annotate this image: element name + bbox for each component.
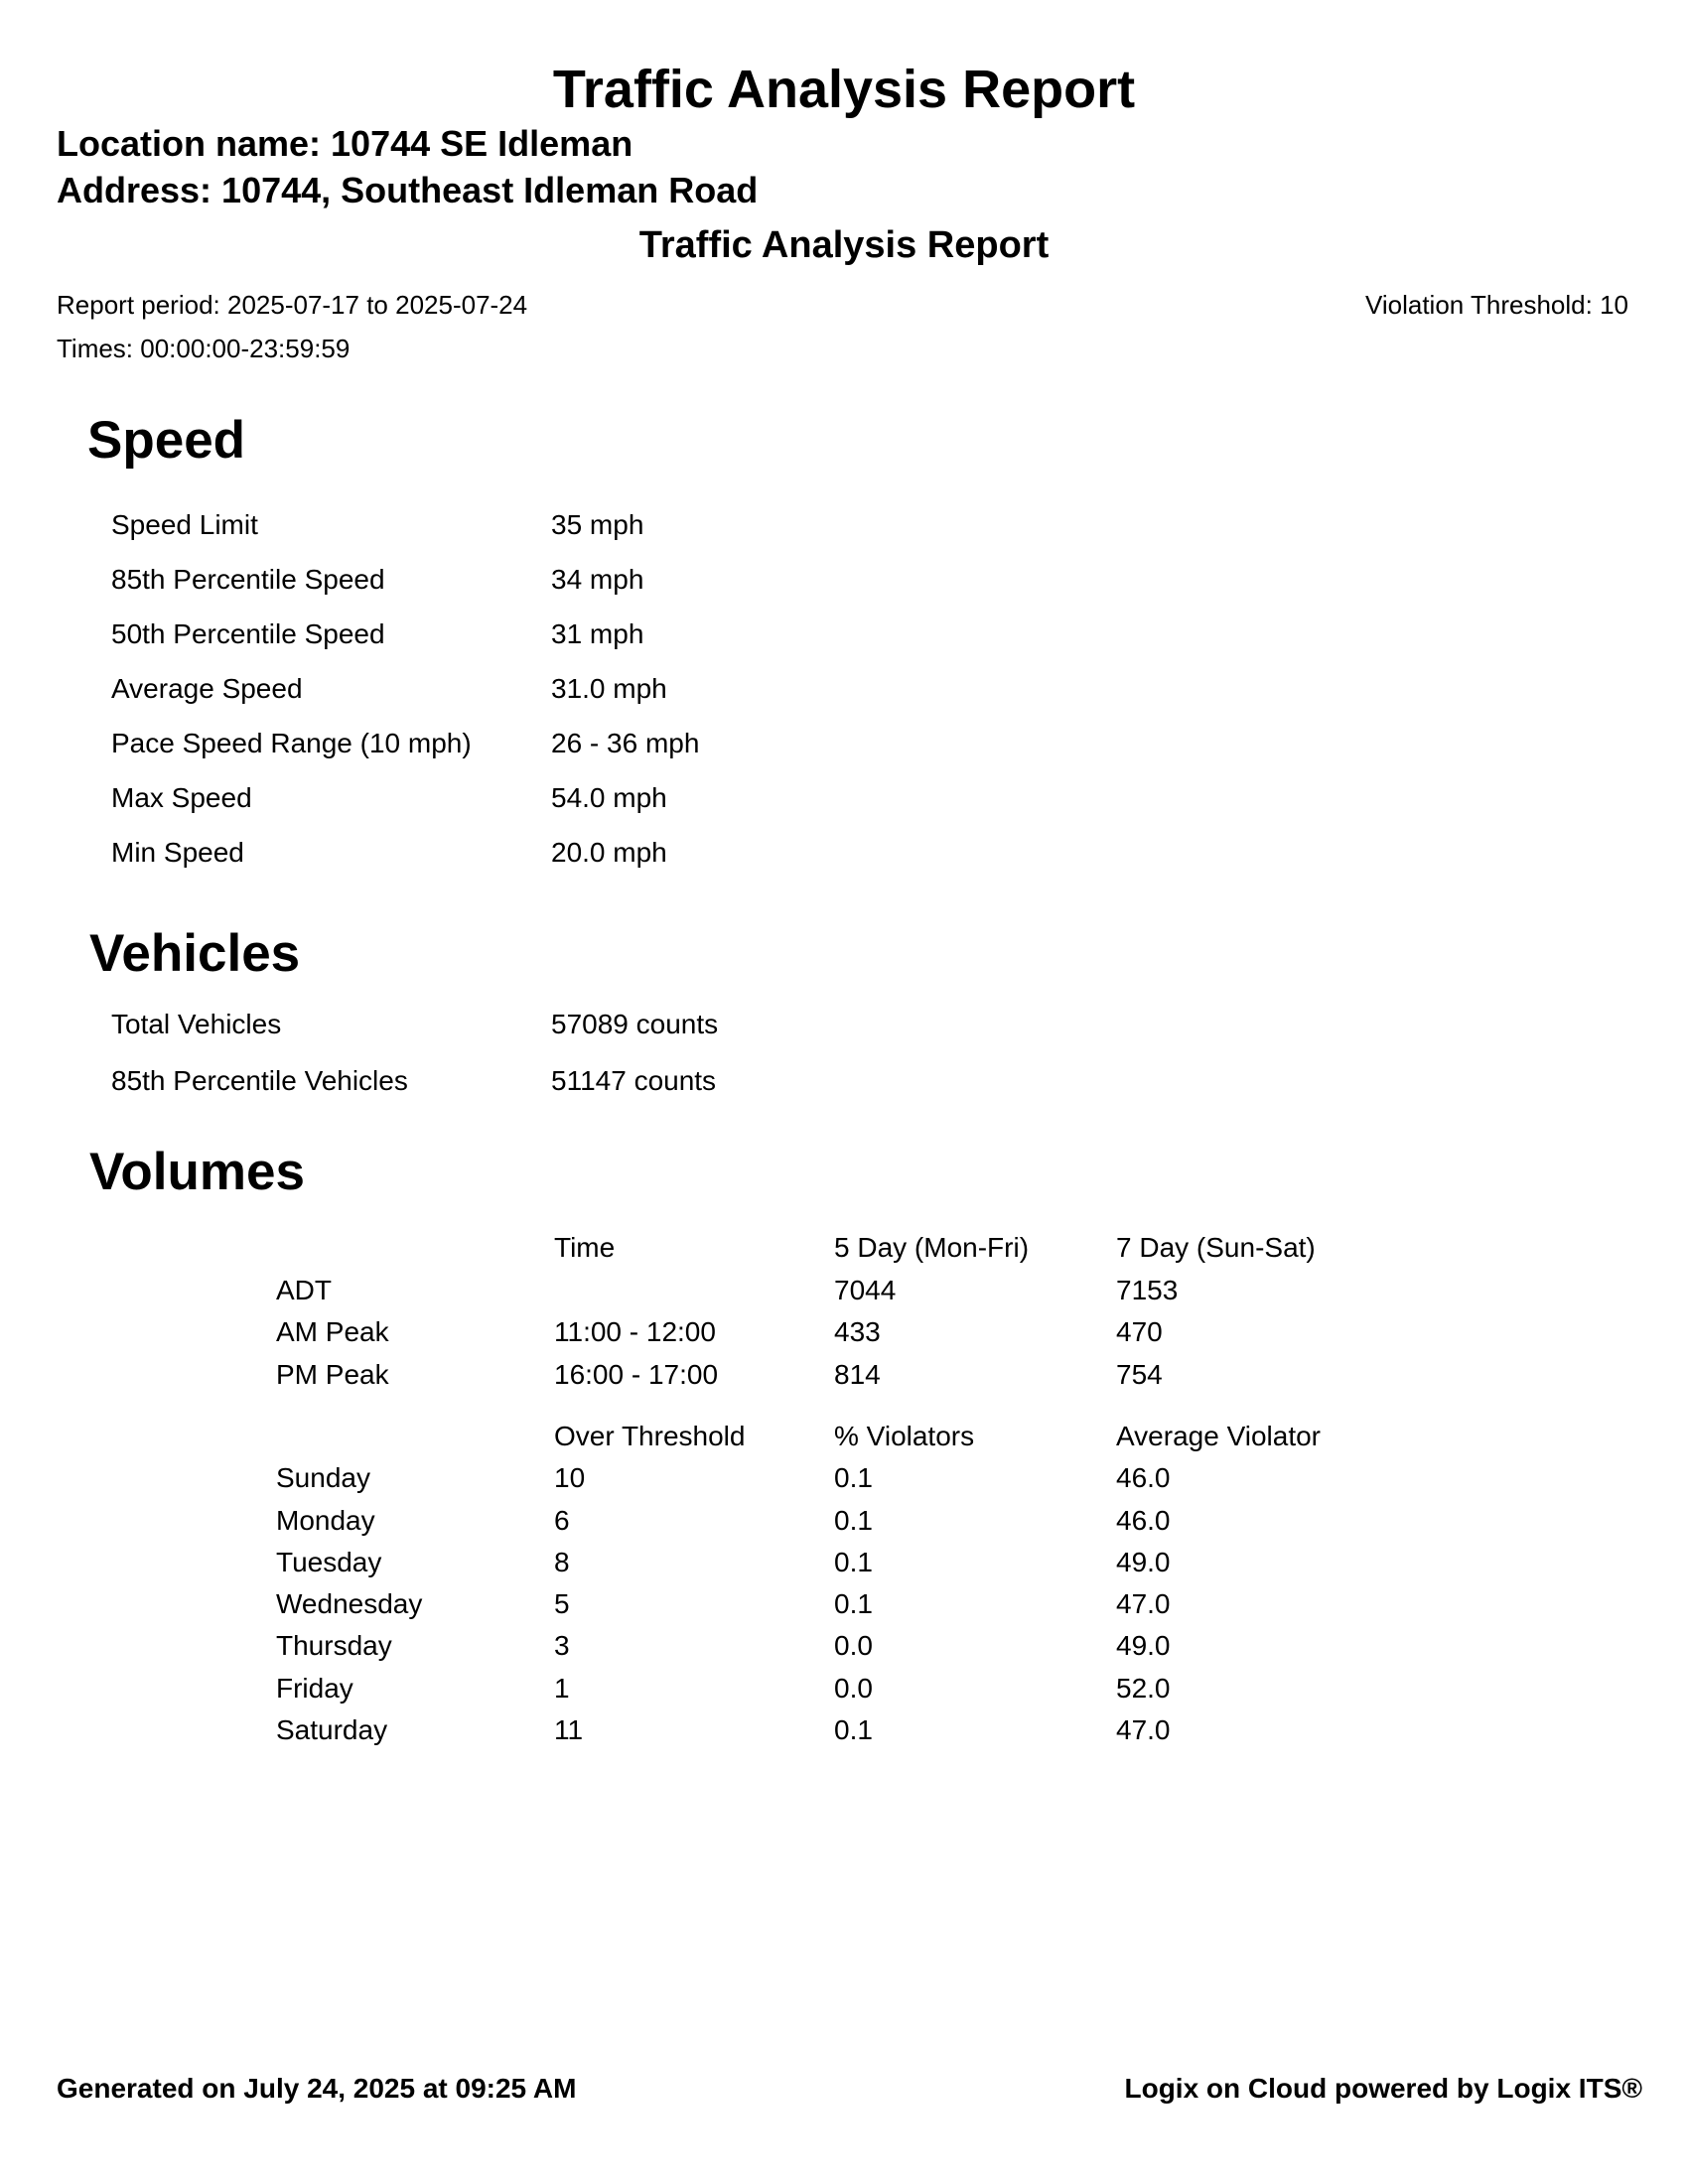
stat-label: 85th Percentile Speed: [111, 564, 385, 595]
branding-text: Logix on Cloud powered by Logix ITS®: [1124, 2073, 1642, 2104]
stat-value: 20.0 mph: [551, 837, 667, 868]
cell-avg-violator: 46.0: [1116, 1462, 1171, 1494]
stat-label: 50th Percentile Speed: [111, 618, 385, 649]
speed-section-heading: Speed: [87, 411, 246, 470]
stat-value: 34 mph: [551, 564, 644, 595]
table-header-row: [0, 1423, 1688, 1464]
column-header-percent-violators: % Violators: [834, 1421, 975, 1451]
cell-avg-violator: 47.0: [1116, 1714, 1171, 1746]
vehicles-stats-list: [0, 1011, 1688, 1124]
report-title: Traffic Analysis Report: [552, 60, 1136, 119]
cell-pct-violators: 0.1: [834, 1546, 873, 1577]
violator-table: [0, 1423, 1688, 1758]
cell-over-threshold: 1: [554, 1672, 570, 1704]
vehicles-section-heading: Vehicles: [89, 924, 301, 983]
table-row: [0, 1672, 1688, 1716]
row-label: Friday: [276, 1672, 353, 1704]
volumes-section-heading: Volumes: [89, 1143, 305, 1201]
cell-pct-violators: 0.1: [834, 1462, 873, 1494]
cell-pct-violators: 0.0: [834, 1630, 873, 1662]
violation-threshold: Violation Threshold: 10: [1364, 290, 1628, 320]
row-label: Sunday: [276, 1462, 370, 1494]
cell-5day: 7044: [834, 1274, 897, 1305]
speed-stat-row: [0, 675, 1688, 730]
cell-7day: 7153: [1116, 1274, 1179, 1305]
cell-pct-violators: 0.1: [834, 1588, 873, 1620]
cell-pct-violators: 0.1: [834, 1714, 873, 1746]
column-header-over-threshold: Over Threshold: [554, 1421, 746, 1451]
stat-value: 31.0 mph: [551, 673, 667, 704]
cell-avg-violator: 49.0: [1116, 1546, 1171, 1577]
table-row: [0, 1464, 1688, 1506]
generated-timestamp: Generated on July 24, 2025 at 09:25 AM: [57, 2073, 577, 2104]
table-header-row: [0, 1234, 1688, 1277]
stat-label: Min Speed: [111, 837, 244, 868]
row-label: AM Peak: [276, 1316, 389, 1347]
stat-label: Total Vehicles: [111, 1009, 282, 1039]
cell-over-threshold: 3: [554, 1630, 570, 1662]
table-row: [0, 1274, 1688, 1319]
stat-value: 26 - 36 mph: [551, 728, 700, 758]
speed-stat-row: [0, 511, 1688, 566]
table-row: [0, 1504, 1688, 1549]
stat-value: 57089 counts: [551, 1009, 719, 1039]
table-row: [0, 1716, 1688, 1758]
cell-avg-violator: 47.0: [1116, 1588, 1171, 1620]
cell-over-threshold: 8: [554, 1546, 570, 1577]
peak-volume-table: [0, 1234, 1688, 1403]
report-subtitle: Traffic Analysis Report: [638, 224, 1050, 266]
speed-stat-row: [0, 730, 1688, 784]
cell-avg-violator: 46.0: [1116, 1504, 1171, 1536]
cell-time: 16:00 - 17:00: [554, 1358, 719, 1390]
stat-label: Max Speed: [111, 782, 252, 813]
report-period: Report period: 2025-07-17 to 2025-07-24: [57, 290, 528, 320]
column-header-7day: 7 Day (Sun-Sat): [1116, 1232, 1316, 1263]
stat-label: Average Speed: [111, 673, 303, 704]
speed-stat-row: [0, 839, 1688, 893]
cell-avg-violator: 49.0: [1116, 1630, 1171, 1662]
stat-value: 51147 counts: [551, 1065, 717, 1096]
column-header-average-violator: Average Violator: [1116, 1421, 1321, 1451]
stat-value: 35 mph: [551, 509, 644, 540]
stat-value: 31 mph: [551, 618, 644, 649]
stat-value: 54.0 mph: [551, 782, 667, 813]
stat-label: Pace Speed Range (10 mph): [111, 728, 472, 758]
table-row: [0, 1358, 1688, 1404]
row-label: ADT: [276, 1274, 332, 1305]
row-label: Wednesday: [276, 1588, 423, 1620]
cell-over-threshold: 5: [554, 1588, 570, 1620]
location-name: Location name: 10744 SE Idleman: [57, 123, 633, 164]
cell-pct-violators: 0.0: [834, 1672, 873, 1704]
cell-5day: 814: [834, 1358, 881, 1390]
cell-over-threshold: 11: [554, 1714, 584, 1746]
row-label: Thursday: [276, 1630, 392, 1662]
column-header-5day: 5 Day (Mon-Fri): [834, 1232, 1030, 1263]
cell-7day: 470: [1116, 1316, 1163, 1347]
stat-label: Speed Limit: [111, 509, 258, 540]
vehicles-stat-row: [0, 1067, 1688, 1124]
speed-stat-row: [0, 566, 1688, 620]
vehicles-stat-row: [0, 1011, 1688, 1067]
cell-avg-violator: 52.0: [1116, 1672, 1171, 1704]
cell-7day: 754: [1116, 1358, 1163, 1390]
address: Address: 10744, Southeast Idleman Road: [57, 170, 759, 210]
cell-time: 11:00 - 12:00: [554, 1316, 716, 1347]
cell-5day: 433: [834, 1316, 881, 1347]
row-label: Tuesday: [276, 1546, 382, 1577]
cell-over-threshold: 10: [554, 1462, 586, 1494]
table-row: [0, 1632, 1688, 1674]
speed-stat-row: [0, 620, 1688, 675]
cell-pct-violators: 0.1: [834, 1504, 873, 1536]
row-label: Saturday: [276, 1714, 388, 1746]
column-header-time: Time: [554, 1232, 616, 1263]
row-label: Monday: [276, 1504, 375, 1536]
stat-label: 85th Percentile Vehicles: [111, 1065, 408, 1096]
report-times: Times: 00:00:00-23:59:59: [57, 334, 351, 363]
cell-over-threshold: 6: [554, 1504, 570, 1536]
speed-stats-list: [0, 511, 1688, 893]
row-label: PM Peak: [276, 1358, 389, 1390]
table-row: [0, 1546, 1688, 1590]
speed-stat-row: [0, 784, 1688, 839]
table-row: [0, 1590, 1688, 1632]
table-row: [0, 1318, 1688, 1361]
